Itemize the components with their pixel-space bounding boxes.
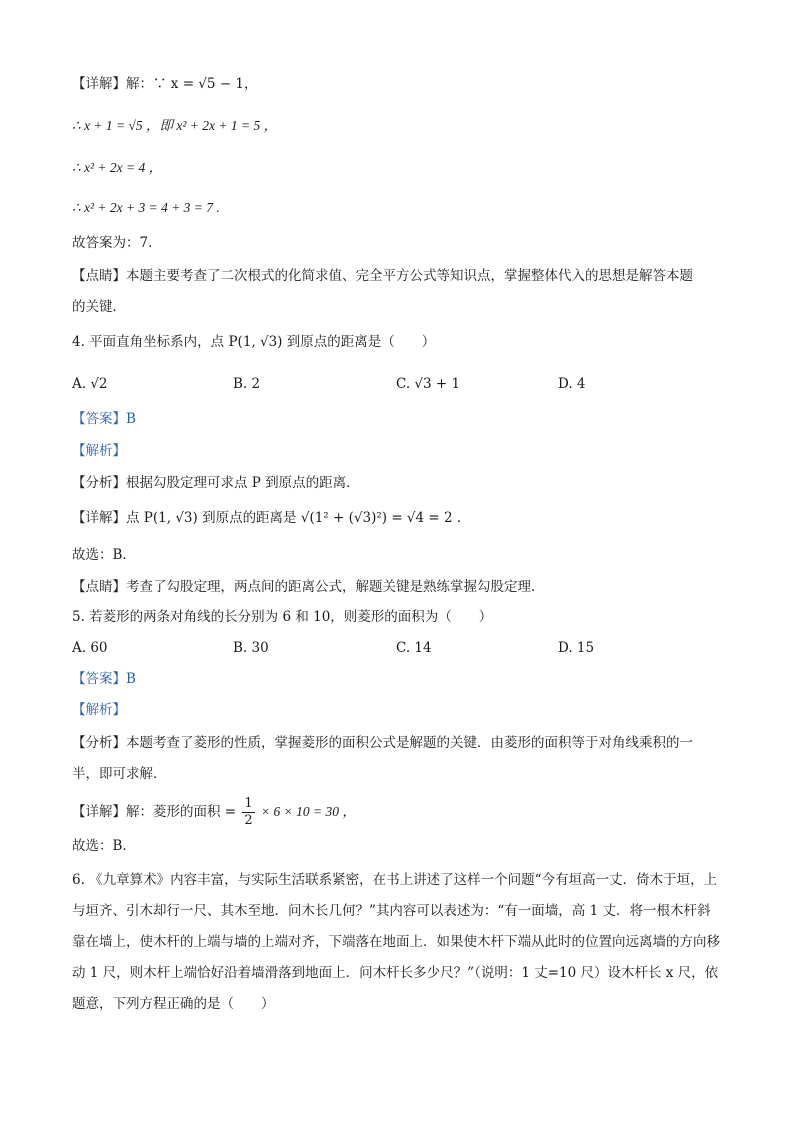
q4-analysis: 【分析】根据勾股定理可求点 P 到原点的距离． [72, 475, 360, 491]
q5-option-b: B. 30 [233, 640, 269, 656]
q5-fraction [242, 796, 254, 829]
q5-detail-prefix: 【详解】解：菱形的面积 = [72, 804, 237, 820]
q5-detail-suffix: × 6 × 10 = 30 ， [260, 804, 356, 819]
comment-line-2: 的关键． [72, 299, 126, 315]
detail-line: 【详解】解：∵ x = √5 − 1， [72, 76, 258, 92]
question-5: 5. 若菱形的两条对角线的长分别为 6 和 10，则菱形的面积为（ ） [72, 609, 493, 625]
q4-choose: 故选：B． [72, 547, 136, 563]
q5-analysis-line-2: 半，即可求解． [72, 766, 167, 782]
q5-option-d: D. 15 [558, 640, 595, 656]
question-4: 4. 平面直角坐标系内，点 P(1, √3) 到原点的距离是（ ） [72, 334, 436, 350]
q4-option-d: D. 4 [558, 376, 586, 392]
q5-detail [72, 796, 356, 829]
q5-option-c: C. 14 [396, 640, 432, 656]
q5-analysis-line-1: 【分析】本题考查了菱形的性质，掌握菱形的面积公式是解题的关键．由菱形的面积等于对角线乘积的一 [72, 735, 693, 751]
q5-answer: 【答案】B [72, 671, 136, 687]
q4-answer: 【答案】B [72, 411, 136, 427]
step-2: ∴ x² + 2x = 4 ， [72, 160, 163, 175]
q4-analysis-label: 【解析】 [72, 443, 126, 459]
fraction-denominator: 2 [244, 813, 253, 828]
fraction-numerator: 1 [244, 796, 253, 811]
q5-analysis-label: 【解析】 [72, 702, 126, 718]
step-1: ∴ x + 1 = √5 ，即 x² + 2x + 1 = 5 ， [72, 118, 278, 133]
question-6: 6. 《九章算术》内容丰富，与实际生活联系紧密，在书上讲述了这样一个问题“今有垣高一丈．倚木于垣，上与垣齐、引木却行一尺、其木至地．问木长几何？”其内容可以表述为：“有一面墙，高 1 丈．将一根木杆斜靠在墙上，使木杆的上端与墙的上端对齐，下端落在地面上．如果使木杆下端从此时的位置向远离墙的方向移动 1 尺，则木杆上端恰好沿着墙滑落到地面上．问木杆长多少尺？”（说明：1 丈=10 尺）设木杆长 x 尺，依题意，下列方程正确的是（ ） [72, 872, 720, 1012]
q4-option-a: A. √2 [72, 376, 108, 392]
q4-option-c: C. √3 + 1 [396, 376, 461, 392]
q4-comment: 【点睛】考查了勾股定理，两点间的距离公式，解题关键是熟练掌握勾股定理． [72, 579, 545, 595]
q4-option-b: B. 2 [233, 376, 261, 392]
q4-detail: 【详解】点 P(1, √3) 到原点的距离是 √(1² + (√3)²) = √4 = 2 . [72, 510, 462, 526]
step-3: ∴ x² + 2x + 3 = 4 + 3 = 7 . [72, 200, 220, 215]
q5-option-a: A. 60 [72, 640, 108, 656]
answer-line: 故答案为：7． [72, 235, 162, 251]
q5-choose: 故选：B． [72, 838, 136, 854]
comment-line-1: 【点睛】本题主要考查了二次根式的化简求值、完全平方公式等知识点，掌握整体代入的思想是解答本题 [72, 268, 693, 284]
